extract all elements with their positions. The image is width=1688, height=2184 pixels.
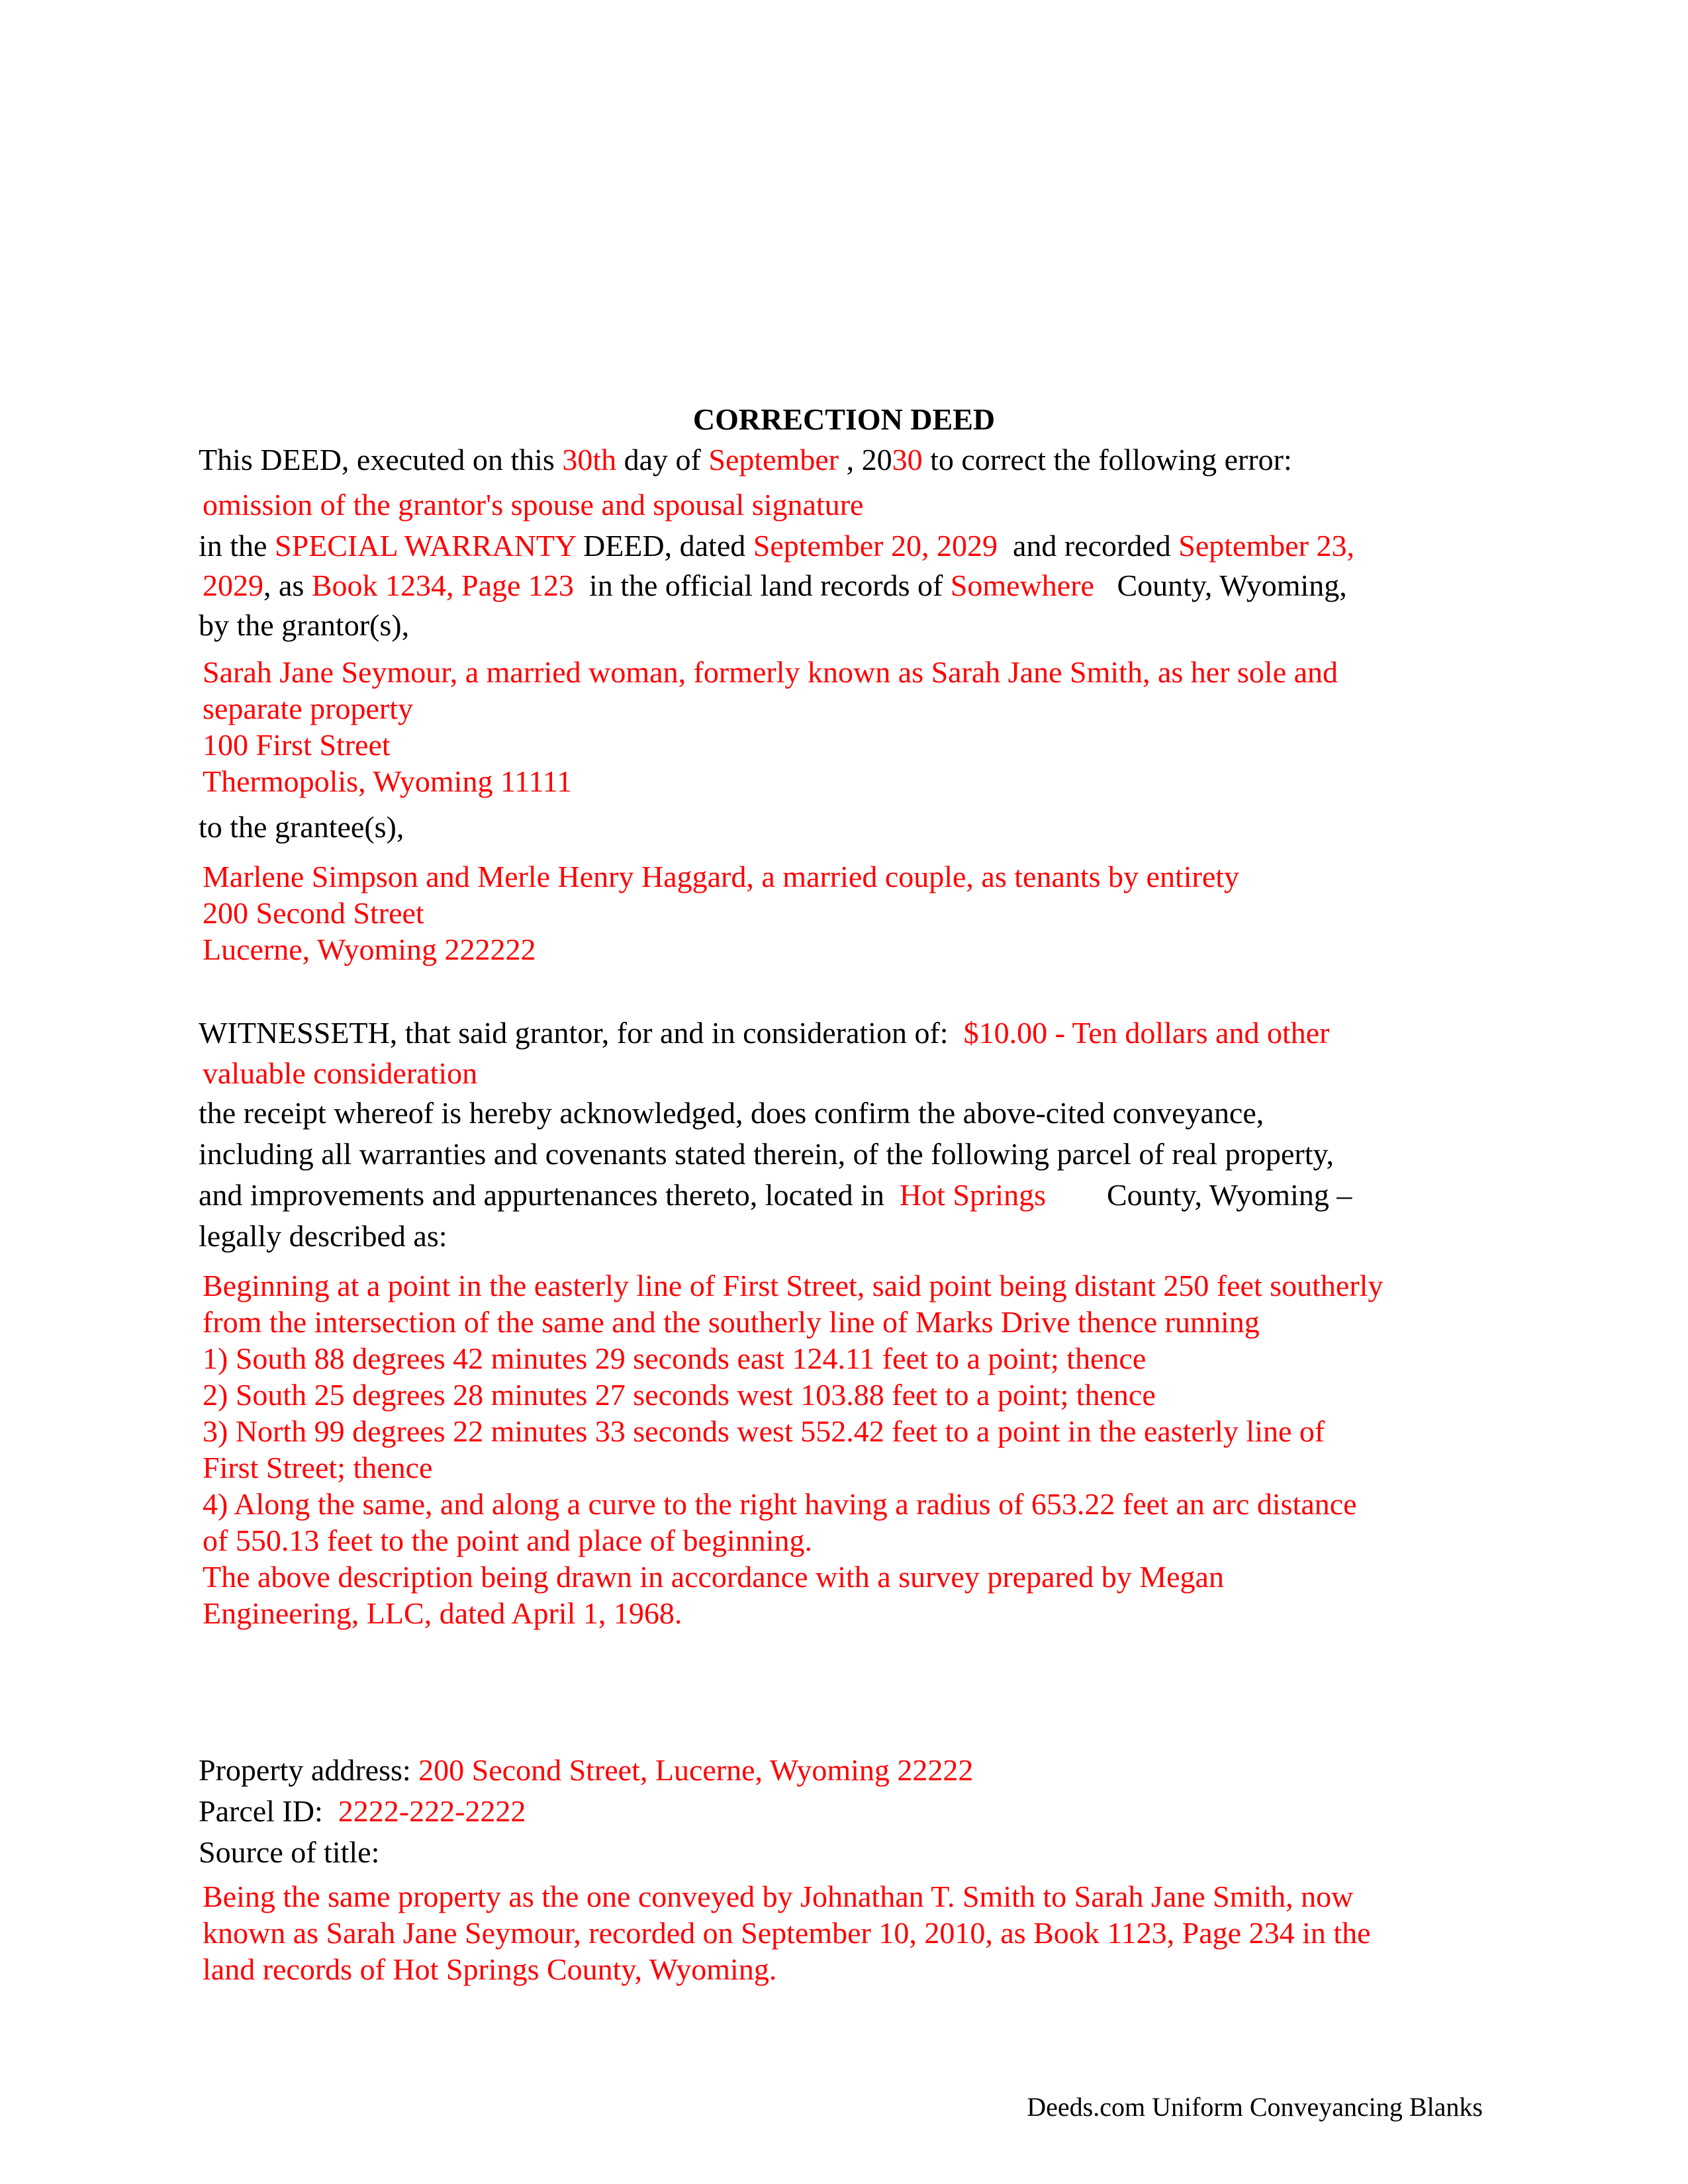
document-title: CORRECTION DEED — [692, 402, 996, 436]
consideration-part1: $10.00 - Ten dollars and other — [963, 1016, 1330, 1050]
witnesseth-line-6: legally described as: — [199, 1219, 447, 1253]
prior-dated: September 20, 2029 — [753, 529, 998, 563]
prior-recorded-part2: 2029 — [203, 569, 263, 602]
grantor-line: Thermopolis, Wyoming 11111 — [203, 764, 573, 798]
prior-records-label: in the official land records of — [573, 569, 951, 602]
legal-description-line: 2) South 25 degrees 28 minutes 27 seconds west 103.88 feet to a point; thence — [203, 1378, 1156, 1412]
parcel-id: 2222-222-2222 — [338, 1794, 526, 1828]
prior-deed-line-2 — [199, 567, 1347, 604]
witnesseth-line5-prefix: and improvements and appurtenances thereto, located in — [199, 1178, 900, 1212]
grantee-line: Marlene Simpson and Merle Henry Haggard, a married couple, as tenants by entirety — [203, 860, 1240, 893]
legal-description-line: 1) South 88 degrees 42 minutes 29 seconds east 124.11 feet to a point; thence — [203, 1342, 1147, 1375]
consideration-part2: valuable consideration — [203, 1056, 478, 1090]
by-grantor-label: by the grantor(s), — [199, 608, 410, 642]
legal-description-line: First Street; thence — [203, 1451, 433, 1484]
intro-prefix: This DEED, executed on this — [199, 443, 563, 477]
footer-brand: Deeds.com Uniform Conveyancing Blanks — [1027, 2092, 1483, 2122]
prior-in-the: in the — [199, 529, 275, 563]
property-address-label: Property address: — [199, 1753, 419, 1787]
prior-recorded-part1: September 23, — [1178, 529, 1354, 563]
grantor-line: Sarah Jane Seymour, a married woman, formerly known as Sarah Jane Smith, as her sole and — [203, 655, 1338, 689]
parcel-id-label: Parcel ID: — [199, 1794, 338, 1828]
intro-day: 30th — [562, 443, 617, 477]
intro-year-prefix: , 20 — [839, 443, 892, 477]
property-address: 200 Second Street, Lucerne, Wyoming 22222 — [418, 1753, 974, 1787]
error-description: omission of the grantor's spouse and spousal signature — [203, 488, 864, 522]
property-address-line — [199, 1752, 973, 1789]
grantee-line: Lucerne, Wyoming 222222 — [203, 933, 536, 966]
intro-year: 30 — [892, 443, 923, 477]
intro-line — [199, 441, 1292, 478]
prior-dated-label: DEED, dated — [575, 529, 753, 563]
prior-deed-type: SPECIAL WARRANTY — [274, 529, 576, 563]
to-grantee-label: to the grantee(s), — [199, 810, 404, 844]
source-of-title-line: Being the same property as the one conveyed by Johnathan T. Smith to Sarah Jane Smith, now — [203, 1880, 1354, 1913]
prior-county-suffix: County, Wyoming, — [1094, 569, 1347, 602]
legal-description-line: 3) North 99 degrees 22 minutes 33 seconds west 552.42 feet to a point in the easterly line of — [203, 1414, 1325, 1448]
source-of-title-label: Source of title: — [199, 1835, 380, 1869]
prior-deed-line-1 — [199, 527, 1354, 565]
legal-description-line: Engineering, LLC, dated April 1, 1968. — [203, 1596, 682, 1630]
property-county: Hot Springs — [899, 1178, 1046, 1212]
grantor-line: 100 First Street — [203, 728, 391, 762]
witnesseth-line-1 — [199, 1015, 1329, 1052]
legal-description-line: of 550.13 feet to the point and place of beginning. — [203, 1524, 813, 1557]
prior-recorded-label: and recorded — [997, 529, 1179, 563]
prior-county: Somewhere — [950, 569, 1094, 602]
prior-as-label: , as — [263, 569, 312, 602]
legal-description-line: The above description being drawn in accordance with a survey prepared by Megan — [203, 1560, 1224, 1594]
source-of-title-line: known as Sarah Jane Seymour, recorded on September 10, 2010, as Book 1123, Page 234 in the — [203, 1916, 1371, 1950]
intro-day-of: day of — [616, 443, 709, 477]
legal-description-line: Beginning at a point in the easterly line of First Street, said point being distant 250 feet southerly — [203, 1269, 1383, 1302]
grantor-line: separate property — [203, 692, 414, 725]
intro-suffix: to correct the following error: — [922, 443, 1292, 477]
witnesseth-line-4: including all warranties and covenants stated therein, of the following parcel of real property, — [199, 1137, 1335, 1171]
witnesseth-prefix: WITNESSETH, that said grantor, for and in consideration of: — [199, 1016, 964, 1050]
witnesseth-line-5 — [199, 1177, 1352, 1214]
parcel-id-line — [199, 1793, 526, 1830]
legal-description-line: from the intersection of the same and the southerly line of Marks Drive thence running — [203, 1305, 1260, 1339]
source-of-title-line: land records of Hot Springs County, Wyoming. — [203, 1952, 777, 1986]
witnesseth-line5-suffix: County, Wyoming – — [1046, 1178, 1352, 1212]
witnesseth-line-3: the receipt whereof is hereby acknowledged, does confirm the above-cited conveyance, — [199, 1096, 1264, 1130]
prior-book-page: Book 1234, Page 123 — [311, 569, 574, 602]
legal-description-line: 4) Along the same, and along a curve to the right having a radius of 653.22 feet an arc distance — [203, 1487, 1357, 1521]
intro-month: September — [708, 443, 839, 477]
grantee-line: 200 Second Street — [203, 896, 424, 930]
